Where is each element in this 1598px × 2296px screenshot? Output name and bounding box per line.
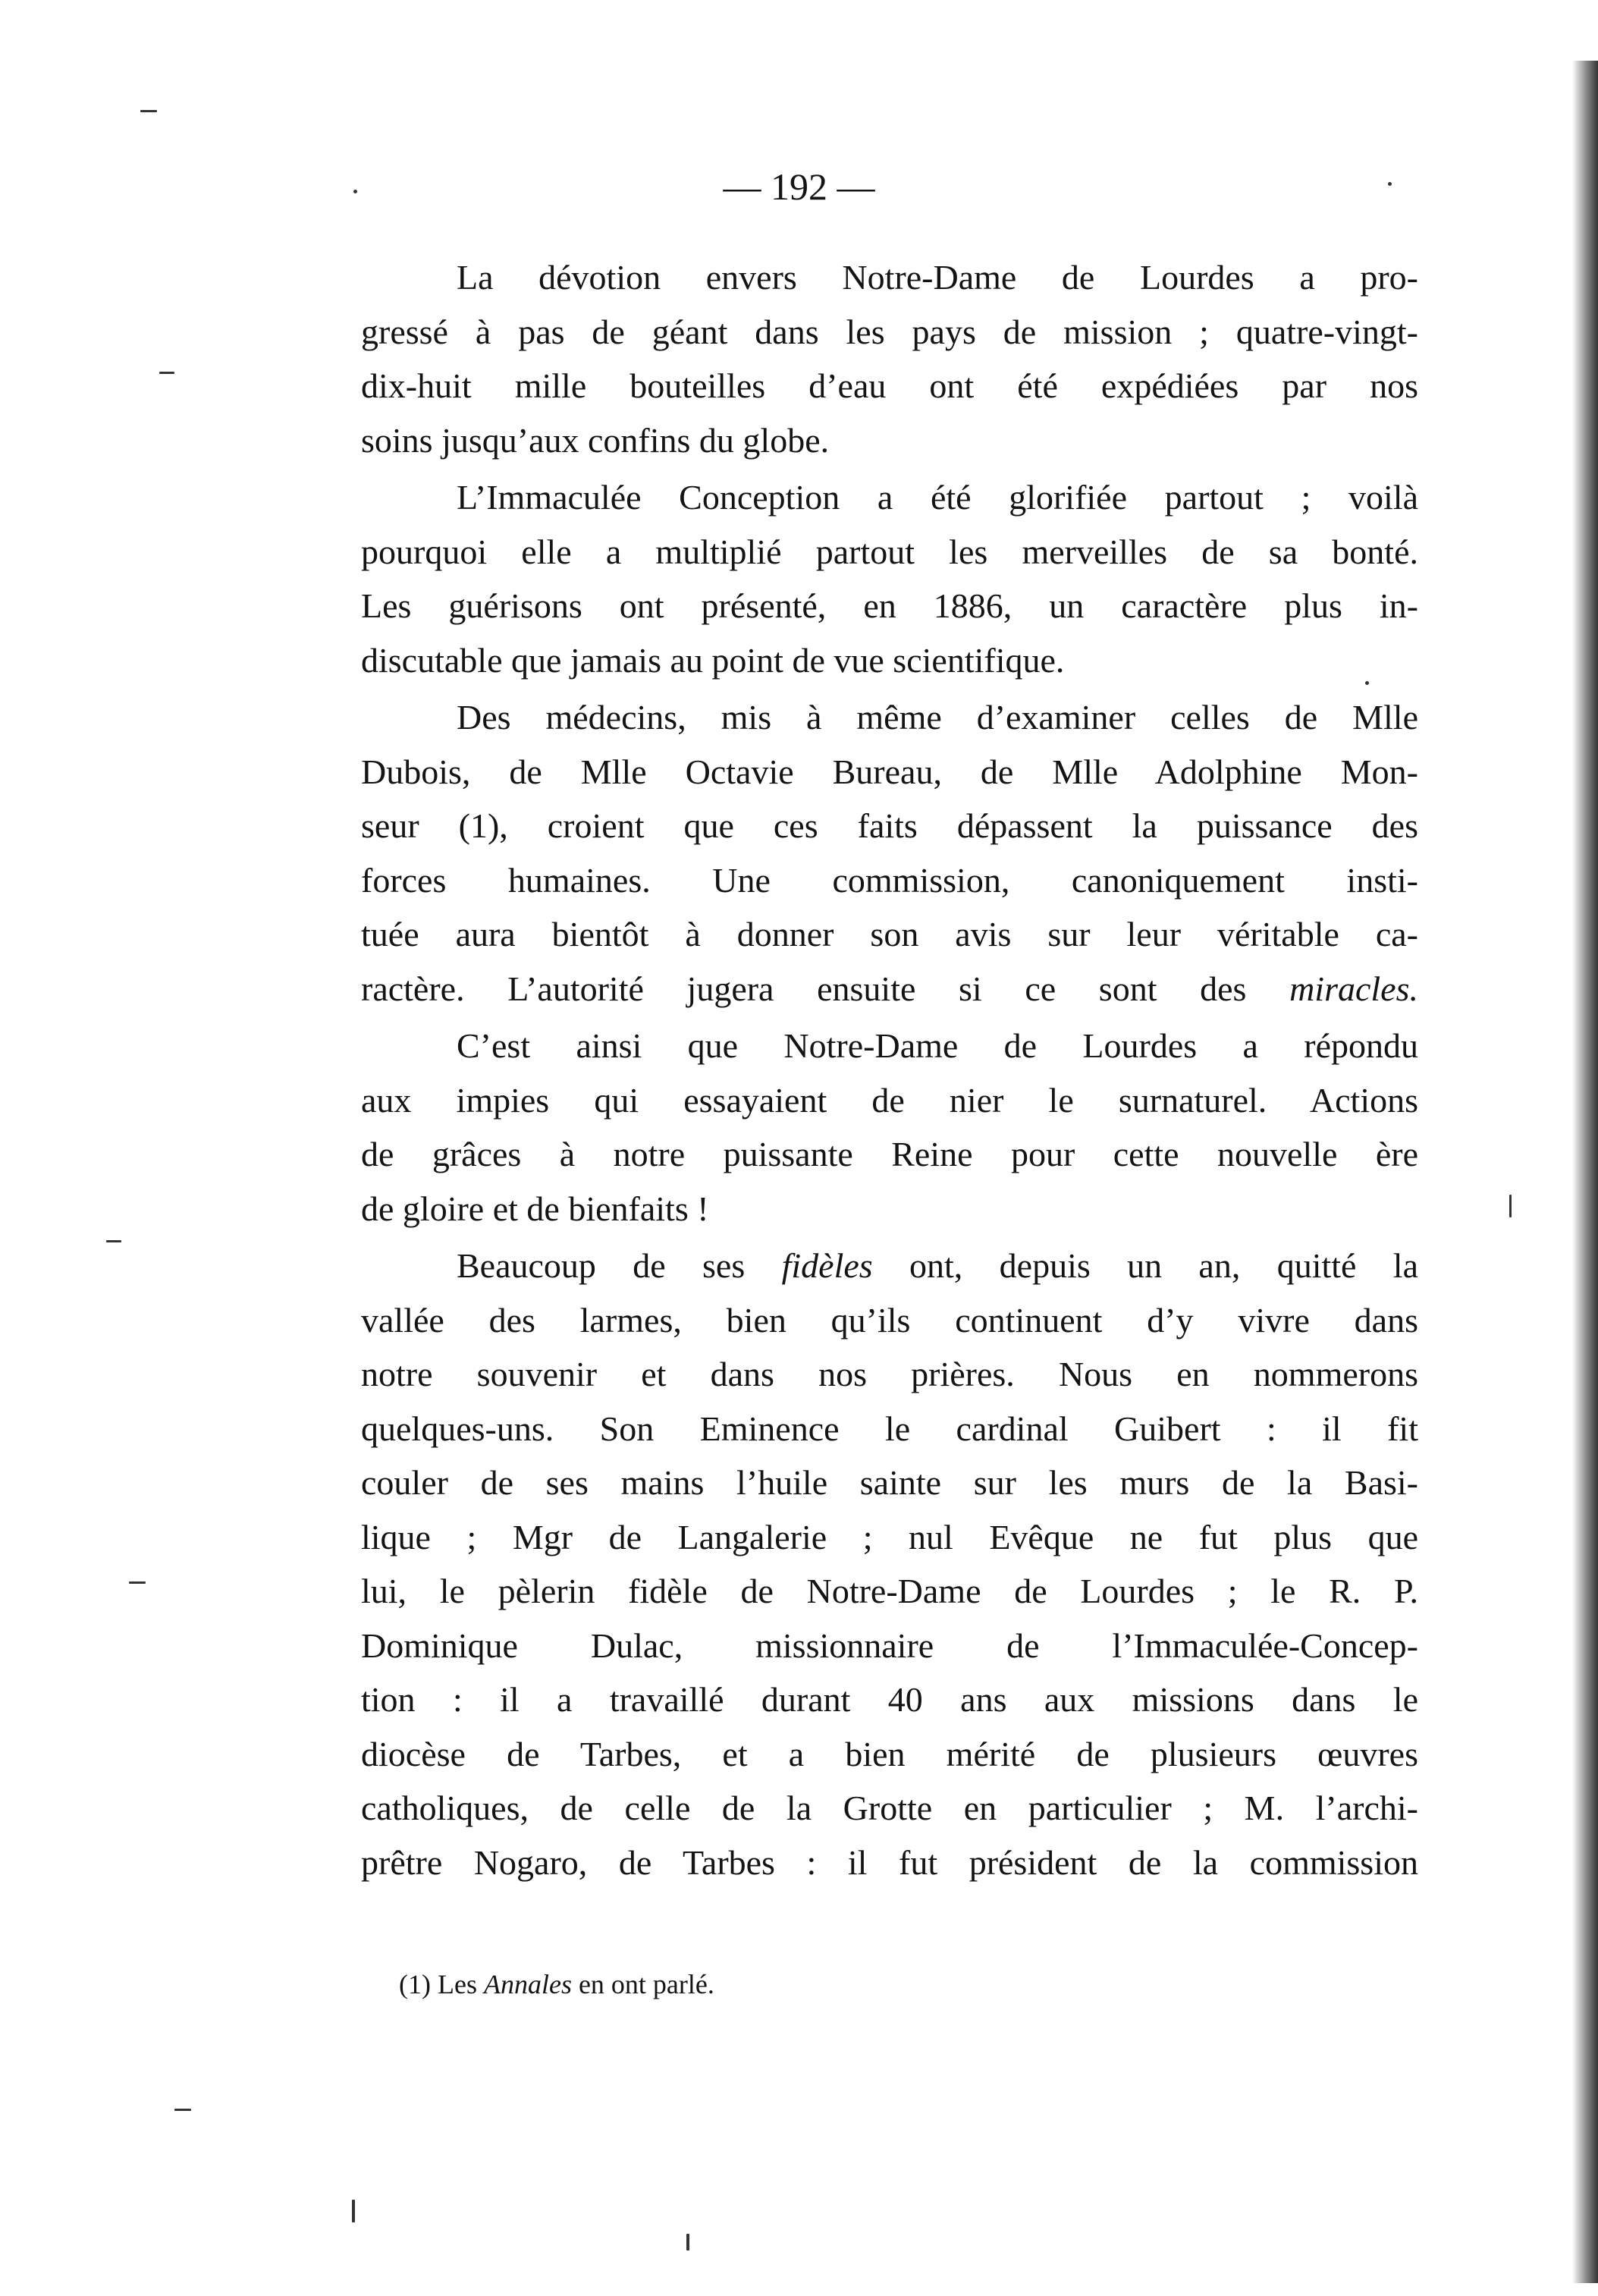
text-line: soins jusqu’aux confins du globe.: [361, 420, 830, 460]
footnote-italic-title: Annales: [483, 1969, 572, 1999]
text-line: L’Immaculée Conception a été glorifiée partout ; voilà: [457, 478, 1418, 517]
paragraph-1: [361, 250, 1418, 467]
italic-word-fideles: fidèles: [781, 1246, 873, 1285]
text-line: aux impies qui essayaient de nier le surnaturel. Actions: [361, 1080, 1418, 1120]
text-line: Dominique Dulac, missionnaire de l’Immaculée-Concep-: [361, 1625, 1418, 1665]
text-line: tion : il a travaillé durant 40 ans aux missions dans le: [361, 1680, 1418, 1719]
text-line: La dévotion envers Notre-Dame de Lourdes a pro-: [457, 258, 1418, 297]
text-line: de gloire et de bienfaits !: [361, 1189, 709, 1228]
italic-word-miracles: miracles.: [1289, 969, 1418, 1008]
text-line: notre souvenir et dans nos prières. Nous en nommerons: [361, 1355, 1418, 1393]
text-line: diocèse de Tarbes, et a bien mérité de plusieurs œuvres: [361, 1734, 1418, 1773]
footnote: [399, 1966, 714, 2002]
scan-speck: [174, 2109, 191, 2111]
scan-speck: [686, 2234, 689, 2250]
page-body: [361, 250, 1418, 1892]
text-line: prêtre Nogaro, de Tarbes : il fut président de la commission: [361, 1842, 1418, 1882]
text-line: C’est ainsi que Notre-Dame de Lourdes a répondu: [457, 1026, 1418, 1065]
text-line: catholiques, de celle de la Grotte en particulier ; M. l’archi-: [361, 1789, 1418, 1827]
paragraph-3: [361, 690, 1418, 1016]
paragraph-5: [361, 1239, 1418, 1889]
text-fragment: Beaucoup de ses: [457, 1246, 746, 1285]
scan-speck: [353, 190, 357, 193]
text-line: lique ; Mgr de Langalerie ; nul Evêque ne fut plus que: [361, 1517, 1418, 1556]
scan-speck: [1388, 182, 1392, 186]
text-line: de grâces à notre puissante Reine pour cette nouvelle ère: [361, 1135, 1418, 1173]
page-binding-edge: [1572, 61, 1598, 2283]
text-line: seur (1), croient que ces faits dépassent la puissance des: [361, 806, 1418, 845]
page-number: — 192 —: [723, 165, 875, 208]
scan-speck: [129, 1581, 146, 1584]
paragraph-2: [361, 470, 1418, 687]
text-line: quelques-uns. Son Eminence le cardinal Guibert : il fit: [361, 1409, 1418, 1448]
text-line: lui, le pèlerin fidèle de Notre-Dame de Lourdes ; le R. P.: [361, 1572, 1418, 1610]
footnote-text: Les: [437, 1969, 477, 1999]
scan-speck: [159, 372, 174, 374]
text-fragment: ractère. L’autorité jugera ensuite si ce sont des: [361, 969, 1247, 1008]
text-line-with-italic: [361, 962, 1418, 1016]
scan-speck: [352, 2200, 355, 2222]
text-line: vallée des larmes, bien qu’ils continuent d’y vivre dans: [361, 1300, 1418, 1340]
text-line: forces humaines. Une commission, canoniquement insti-: [361, 860, 1418, 900]
text-line: Les guérisons ont présenté, en 1886, un caractère plus in-: [361, 586, 1418, 625]
scan-speck: [1509, 1195, 1512, 1217]
footnote-text: en ont parlé.: [578, 1969, 714, 1999]
text-fragment: ont, depuis un an, quitté la: [909, 1246, 1418, 1285]
scan-speck: [106, 1240, 121, 1242]
text-line: discutable que jamais au point de vue scientifique.: [361, 640, 1065, 680]
text-line: couler de ses mains l’huile sainte sur les murs de la Basi-: [361, 1463, 1418, 1502]
text-line: Dubois, de Mlle Octavie Bureau, de Mlle Adolphine Mon-: [361, 752, 1418, 791]
scan-speck: [1365, 681, 1369, 685]
text-line-with-italic: [361, 1239, 1418, 1293]
text-line: dix-huit mille bouteilles d’eau ont été expédiées par nos: [361, 366, 1418, 405]
text-line: pourquoi elle a multiplié partout les merveilles de sa bonté.: [361, 532, 1418, 571]
text-line: Des médecins, mis à même d’examiner celles de Mlle: [457, 698, 1418, 737]
scan-speck: [140, 110, 157, 112]
paragraph-4: [361, 1019, 1418, 1236]
footnote-marker: (1): [399, 1969, 431, 1999]
text-line: tuée aura bientôt à donner son avis sur leur véritable ca-: [361, 915, 1418, 953]
text-line: gressé à pas de géant dans les pays de mission ; quatre-vingt-: [361, 312, 1418, 351]
